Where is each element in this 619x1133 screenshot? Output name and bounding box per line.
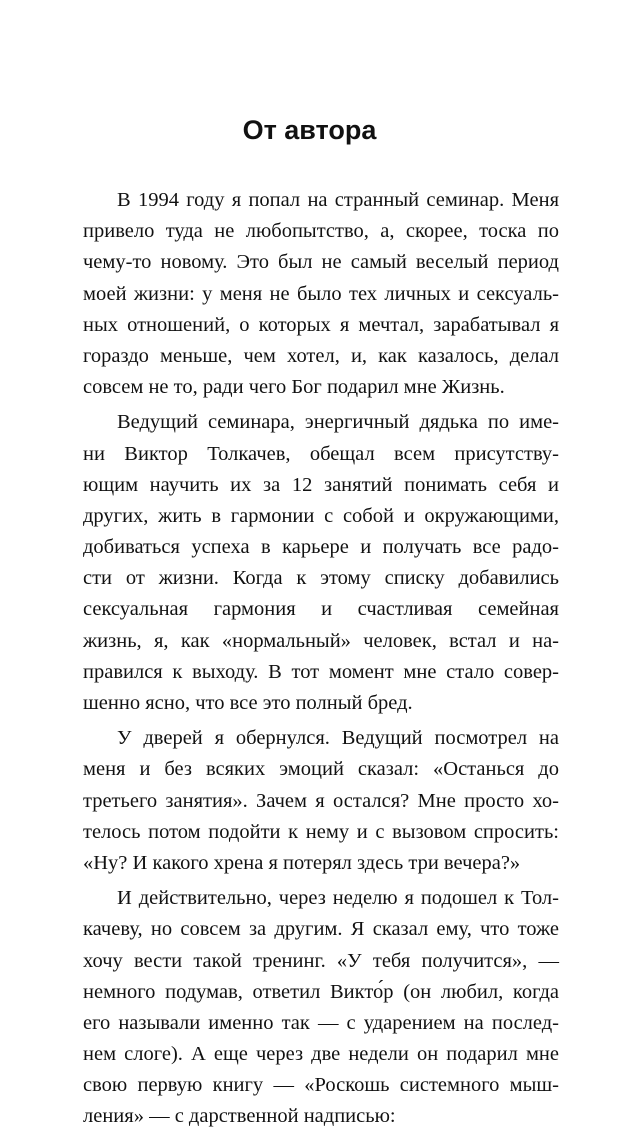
text-line: привело туда не любопытство, а, скорее, тоска по <box>83 220 559 243</box>
text-line: свою первую книгу — «Роскошь системного мыш- <box>83 1074 559 1097</box>
text-line: телось потом подойти к нему и с вызовом спросить: <box>83 820 559 843</box>
text-line: гораздо меньше, чем хотел, и, как казалось, делал <box>83 344 559 367</box>
text-line: И действительно, через неделю я подошел к Тол- <box>117 887 559 910</box>
paragraph <box>83 407 559 719</box>
text-line: нем слоге). А еще через две недели он подарил мне <box>83 1043 559 1066</box>
text-line: моей жизни: у меня не было тех личных и сексуаль- <box>83 282 559 305</box>
chapter-title: От автора <box>242 115 377 145</box>
text-line: В 1994 году я попал на странный семинар. Меня <box>117 189 559 211</box>
text-line: У дверей я обернулся. Ведущий посмотрел на <box>117 727 559 750</box>
text-line: правился к выходу. В тот момент мне стало совер- <box>83 660 559 683</box>
paragraph <box>83 185 559 403</box>
text-line: добиваться успеха в карьере и получать все радо- <box>83 536 559 559</box>
text-line: немного подумав, ответил Викто́р (он любил, когда <box>83 980 559 1003</box>
text-line: Ведущий семинара, энергичный дядька по име- <box>117 411 559 434</box>
text-line: ющим научить их за 12 занятий понимать себя и <box>83 473 559 496</box>
text-line: «Ну? И какого хрена я потерял здесь три вечера?» <box>83 851 521 874</box>
paragraph <box>83 883 559 1133</box>
text-line: сти от жизни. Когда к этому списку добавились <box>83 567 559 590</box>
text-line: чему-то новому. Это был не самый веселый период <box>83 251 559 274</box>
text-line: сексуальная гармония и счастливая семейная <box>83 598 559 621</box>
text-line: жизнь, я, как «нормальный» человек, встал и на- <box>83 629 559 652</box>
text-line: его называли именно так — с ударением на послед- <box>83 1011 559 1034</box>
text-line: ни Виктор Толкачев, обещал всем присутству- <box>83 442 559 465</box>
text-line: хочу вести такой тренинг. «У тебя получится», — <box>83 949 559 972</box>
text-line: шенно ясно, что все это полный бред. <box>83 692 413 714</box>
text-line: ных отношений, о которых я мечтал, зарабатывал я <box>83 313 559 336</box>
text-line: меня и без всяких эмоций сказал: «Останься до <box>83 758 559 781</box>
text-line: качеву, но совсем за другим. Я сказал ему, что тоже <box>83 918 559 941</box>
text-line: других, жить в гармонии с собой и окружающими, <box>83 504 559 527</box>
text-line: совсем не то, ради чего Бог подарил мне Жизнь. <box>83 376 505 399</box>
text-line: ления» — с дарственной надписью: <box>83 1105 396 1128</box>
paragraph <box>83 723 559 879</box>
text-line: третьего занятия». Зачем я остался? Мне просто хо- <box>83 789 559 812</box>
body-text <box>83 185 559 1133</box>
